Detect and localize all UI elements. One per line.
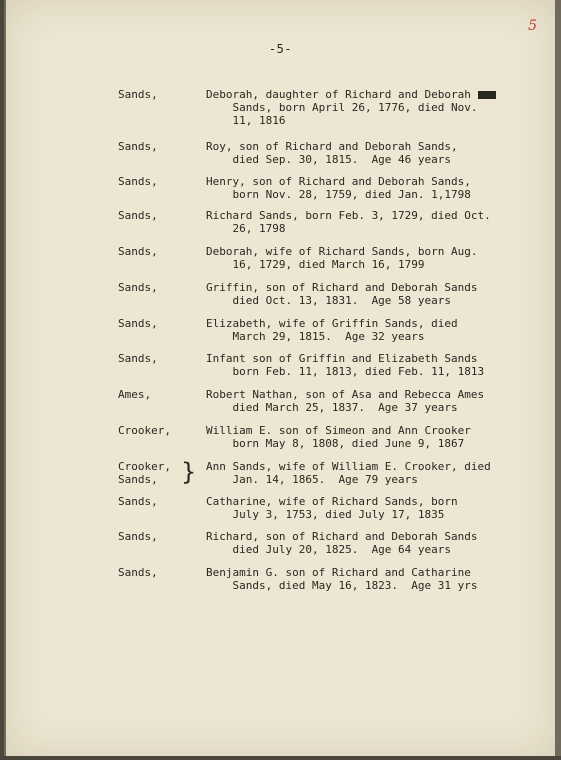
entry-surname: Sands,	[118, 495, 158, 508]
entry-surname: Sands,	[118, 530, 158, 543]
entry-text: Henry, son of Richard and Deborah Sands, born Nov. 28, 1759, died Jan. 1,1798	[206, 175, 471, 201]
binding-edge	[0, 0, 4, 760]
entry-surname: Sands,	[118, 245, 158, 258]
brace-mark: }	[181, 458, 197, 486]
bottom-edge	[0, 756, 561, 760]
entry-text: Robert Nathan, son of Asa and Rebecca Ames died March 25, 1837. Age 37 years	[206, 388, 485, 414]
entry-surname: Sands,	[118, 281, 158, 294]
entry-text: Roy, son of Richard and Deborah Sands, died Sep. 30, 1815. Age 46 years	[206, 140, 458, 166]
entry-text: Benjamin G. son of Richard and Catharine Sands, died May 16, 1823. Age 31 yrs	[206, 566, 478, 592]
entry-surname: Sands,	[118, 566, 158, 579]
entry-text: Richard, son of Richard and Deborah Sands died July 20, 1825. Age 64 years	[206, 530, 478, 556]
entry-text: Richard Sands, born Feb. 3, 1729, died Oct. 26, 1798	[206, 209, 491, 235]
entry-text: Catharine, wife of Richard Sands, born July 3, 1753, died July 17, 1835	[206, 495, 458, 521]
entry-surname: Crooker,	[118, 424, 171, 437]
entry-text: Elizabeth, wife of Griffin Sands, died March 29, 1815. Age 32 years	[206, 317, 458, 343]
page-number: -5-	[268, 42, 293, 56]
entry-surname: Sands,	[118, 209, 158, 222]
entry-text: Griffin, son of Richard and Deborah Sands died Oct. 13, 1831. Age 58 years	[206, 281, 478, 307]
document-page	[6, 0, 555, 756]
entry-surname: Sands,	[118, 317, 158, 330]
entry-surname: Crooker, Sands,	[118, 460, 171, 486]
entry-text: Deborah, daughter of Richard and Deborah Sands, born April 26, 1776, died Nov. 11, 1816	[206, 88, 546, 127]
strikeout-mark	[478, 91, 496, 99]
entry-surname: Ames,	[118, 388, 152, 401]
entry-surname: Sands,	[118, 175, 158, 188]
entry-text: William E. son of Simeon and Ann Crooker born May 8, 1808, died June 9, 1867	[206, 424, 471, 450]
handwritten-page-mark: 5	[528, 18, 537, 34]
entry-text: Ann Sands, wife of William E. Crooker, died Jan. 14, 1865. Age 79 years	[206, 460, 491, 486]
entry-text: Deborah, wife of Richard Sands, born Aug. 16, 1729, died March 16, 1799	[206, 245, 478, 271]
entry-surname: Sands,	[118, 140, 158, 153]
entry-surname: Sands,	[118, 88, 158, 101]
entry-surname: Sands,	[118, 352, 158, 365]
entry-text: Infant son of Griffin and Elizabeth Sands born Feb. 11, 1813, died Feb. 11, 1813	[206, 352, 485, 378]
